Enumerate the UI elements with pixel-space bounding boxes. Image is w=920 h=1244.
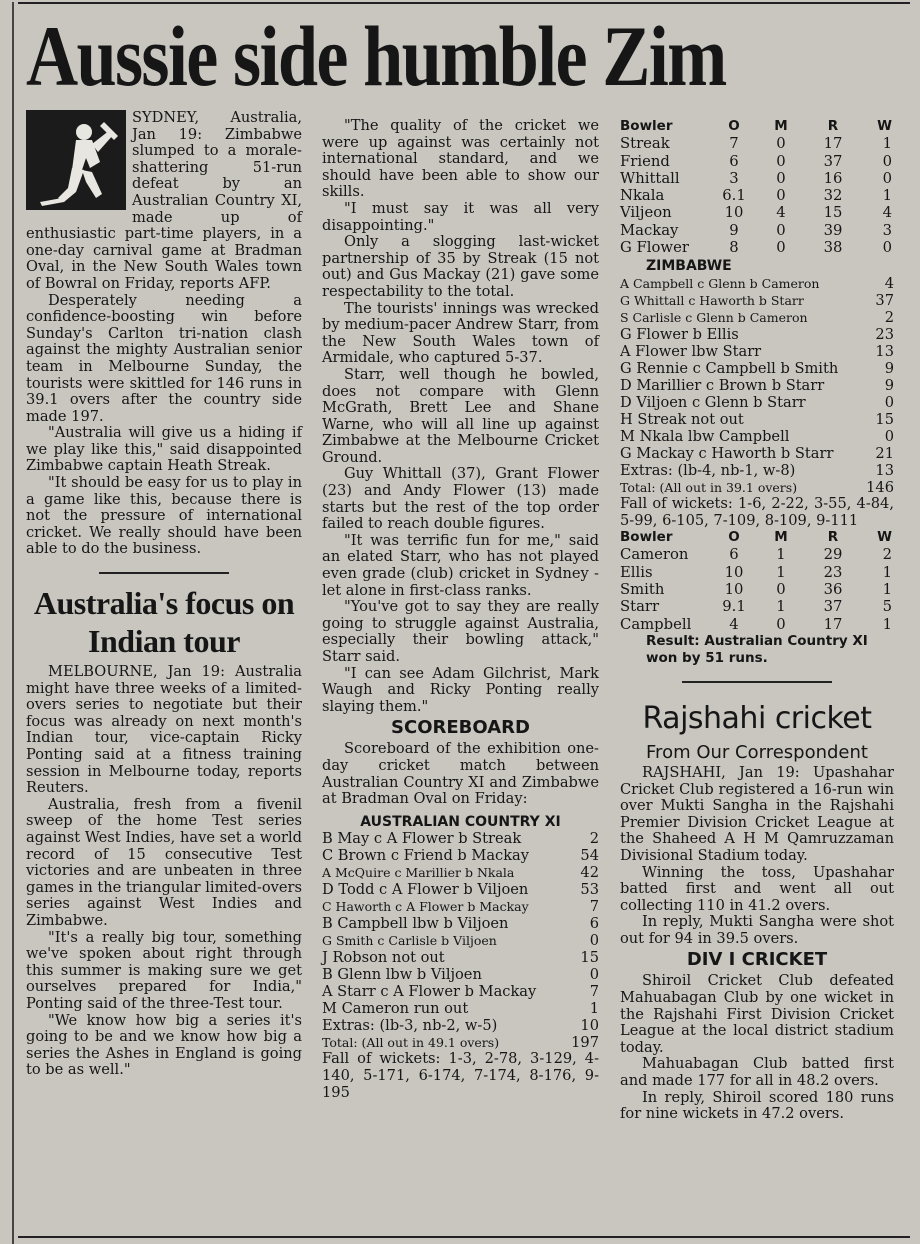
rajshahi-headline: Rajshahi cricket	[642, 700, 872, 736]
bowling-figure: 4	[882, 204, 892, 222]
batsman-entry: A Campbell c Glenn b Cameron	[620, 275, 820, 291]
bowling-figure: 37	[823, 152, 843, 170]
bowling-figure: 29	[823, 546, 843, 564]
batsman-entry: B Campbell lbw b Viljoen	[322, 915, 509, 933]
column-two	[322, 118, 599, 1101]
batsman-entry: G Rennie c Campbell b Smith	[620, 359, 839, 377]
bowling-figure: 10	[724, 563, 744, 581]
batsman-entry: H Streak not out	[620, 410, 744, 428]
runs-value: 23	[875, 325, 894, 343]
left-rule	[12, 2, 14, 1244]
batting-row	[322, 949, 599, 966]
bowling-column-header: W	[877, 529, 892, 546]
bowling-row	[620, 222, 894, 239]
batsman-icon	[26, 110, 126, 210]
bowling-column-header: W	[877, 118, 892, 134]
batting-row	[620, 309, 894, 326]
bowling-figure: 0	[882, 152, 892, 170]
bowling-column-header: M	[774, 529, 788, 546]
story-paragraph: Desperately needing a confidence-boosting win before Sunday's Carlton tri-nation clash against the mighty Australian senior team in Melbourne Sunday, the tourists were skittled for 146 runs in 39.1 overs after the country side made 197.	[26, 291, 302, 425]
bowling-figure: 6	[729, 546, 739, 564]
aus-batting-card	[322, 830, 599, 1051]
batting-row	[322, 881, 599, 898]
bowling-figure: 7	[729, 135, 739, 153]
column-one	[26, 110, 302, 1079]
bowling-column-header: O	[728, 529, 740, 546]
story-paragraph: In reply, Mukti Sangha were shot out for 94 in 39.5 overs.	[620, 913, 894, 947]
bowling-figure: 5	[882, 598, 892, 616]
runs-value: 42	[580, 864, 599, 882]
batsman-entry: A Starr c A Flower b Mackay	[322, 983, 537, 1001]
batsman-entry: G Whittall c Haworth b Starr	[620, 292, 804, 308]
story-paragraph: Starr, well though he bowled, does not compare with Glenn McGrath, Brett Lee and Shane Warne, who will all line up against Zimbabwe at the Melbourne Cricket Ground.	[322, 365, 599, 466]
bowling-row	[620, 153, 894, 170]
batting-row	[322, 847, 599, 864]
batsman-entry: G Flower b Ellis	[620, 325, 739, 343]
bowling-figure: 0	[776, 187, 786, 205]
story-paragraph: "You've got to say they are really going to struggle against Australia, especially their bowling attack," Starr said.	[322, 598, 599, 665]
story-paragraph: Mahuabagan Club batted first and made 177 for all in 48.2 overs.	[620, 1055, 894, 1090]
story-paragraph: Shiroil Cricket Club defeated Mahuabagan Club by one wicket in the Rajshahi First Division Cricket League at the local district stadium today.	[620, 972, 894, 1056]
runs-value: 37	[875, 291, 894, 309]
batting-row	[620, 360, 894, 377]
bowling-row	[620, 204, 894, 221]
story-paragraph: "It's a really big tour, something we've spoken about right through this summer is making sure we get ourselves prepared for India," Ponting said of the three-Test tour.	[26, 928, 302, 1012]
batsman-entry: M Nkala lbw Campbell	[620, 427, 790, 445]
batting-row	[620, 377, 894, 394]
bowler-name: Smith	[620, 581, 665, 599]
batsman-entry: S Carlisle c Glenn b Cameron	[620, 309, 808, 325]
batting-row	[322, 915, 599, 932]
runs-value: 1	[589, 1000, 599, 1018]
runs-value: 2	[589, 830, 599, 848]
batsman-entry: A McQuire c Marillier b Nkala	[322, 865, 515, 881]
bowling-figure: 4	[729, 615, 739, 633]
story-paragraph: "The quality of the cricket we were up against was certainly not international standard, and we should have been able to show our skills.	[322, 117, 599, 201]
bowler-name: Ellis	[620, 563, 653, 581]
second-story-headline: Australia's focus on Indian tour	[33, 585, 295, 660]
story-paragraph: MELBOURNE, Jan 19: Australia might have three weeks of a limited-overs series to negotiate but their focus was already on next month's Indian tour, vice-captain Ricky Ponting said at a fitness training session in Melbourne today, reports Reuters.	[26, 663, 302, 797]
batting-row	[620, 326, 894, 343]
bowler-name: Whittall	[620, 169, 680, 187]
batting-row	[620, 343, 894, 360]
runs-value: 2	[884, 308, 894, 326]
bowling-figure: 6	[729, 152, 739, 170]
cricketer-photo	[26, 110, 126, 210]
story-paragraph: SYDNEY, Australia, Jan 19: Zimbabwe slumped to a morale-shattering 51-run defeat by an Australian Country XI, made up of enthusiastic part-time players, in a one-day carnival game at Bradman Oval, in the New South Wales town of Bowral on Friday, reports AFP.	[26, 109, 302, 292]
batsman-entry: J Robson not out	[322, 949, 445, 967]
batting-row	[322, 864, 599, 881]
bowling-figure: 15	[823, 204, 843, 222]
bowling-figure: 17	[823, 615, 843, 633]
bowling-figure: 0	[776, 581, 786, 599]
match-result: Result: Australian Country XI won by 51 runs.	[646, 632, 868, 666]
bowling-figure: 1	[882, 615, 892, 633]
story-paragraph: In reply, Shiroil scored 180 runs for nine wickets in 47.2 overs.	[620, 1088, 894, 1123]
bowling-figure: 38	[823, 239, 843, 257]
batsman-entry: M Cameron run out	[322, 1000, 469, 1018]
bowling-column-header: O	[728, 118, 740, 134]
aus-fall-of-wickets: Fall of wickets: 1-3, 2-78, 3-129, 4-140, 5-171, 6-174, 7-174, 8-176, 9-195	[322, 1050, 599, 1101]
bowling-figure: 0	[776, 239, 786, 257]
bowling-figure: 36	[823, 581, 843, 599]
runs-value: 7	[589, 898, 599, 916]
bowler-name: Mackay	[620, 221, 679, 239]
bowling-header-row	[620, 118, 894, 135]
main-headline: Aussie side humble Zim	[26, 8, 726, 104]
bowling-header-row	[620, 529, 894, 546]
batsman-entry: G Mackay c Haworth b Starr	[620, 444, 834, 462]
bowling-row	[620, 239, 894, 256]
bowling-figure: 1	[776, 546, 786, 564]
section-divider	[99, 572, 229, 574]
batsman-entry: Total: (All out in 39.1 overs)	[620, 479, 798, 495]
bowling-column-header: M	[774, 118, 788, 134]
batting-row	[322, 932, 599, 949]
bowling-figure: 1	[882, 135, 892, 153]
bowling-figure: 32	[823, 187, 843, 205]
div-one-heading: DIV I CRICKET	[686, 949, 828, 971]
batting-row	[620, 428, 894, 445]
aus-team-heading: AUSTRALIAN COUNTRY XI	[360, 813, 561, 830]
bowling-figure: 0	[776, 135, 786, 153]
batting-row	[620, 275, 894, 292]
batsman-entry: D Todd c A Flower b Viljoen	[322, 881, 529, 899]
bowling-figure: 1	[882, 563, 892, 581]
bowler-name: Nkala	[620, 187, 665, 205]
bowling-column-header: R	[827, 529, 839, 546]
zim-team-heading: ZIMBABWE	[646, 258, 732, 275]
zim-bowling-card	[620, 529, 894, 633]
batting-row	[322, 983, 599, 1000]
runs-value: 53	[580, 881, 599, 899]
aus-bowling-card	[620, 118, 894, 256]
batsman-entry: Extras: (lb-3, nb-2, w-5)	[322, 1017, 498, 1035]
bowling-figure: 8	[729, 239, 739, 257]
runs-value: 0	[884, 427, 894, 445]
bowling-figure: 10	[724, 204, 744, 222]
batting-row	[322, 898, 599, 915]
batting-row	[322, 830, 599, 847]
story-paragraph: "It should be easy for us to play in a game like this, because there is not the pressure of international cricket. We really should have been able to do the business.	[26, 474, 302, 558]
runs-value: 146	[866, 478, 894, 496]
bowling-figure: 0	[882, 169, 892, 187]
bowling-figure: 3	[729, 169, 739, 187]
zim-batting-card	[620, 275, 894, 496]
story-paragraph: Winning the toss, Upashahar batted first and went all out collecting 110 in 41.2 overs.	[620, 863, 894, 914]
batsman-entry: A Flower lbw Starr	[620, 342, 762, 360]
story-paragraph: "I must say it was all very disappointing."	[322, 199, 599, 234]
runs-value: 54	[580, 847, 599, 865]
runs-value: 7	[589, 983, 599, 1001]
bowling-figure: 1	[882, 187, 892, 205]
bowling-figure: 2	[882, 546, 892, 564]
bowling-row	[620, 616, 894, 633]
bowling-row	[620, 187, 894, 204]
batting-row	[322, 1034, 599, 1051]
story-paragraph: Australia, fresh from a fivenil sweep of the home Test series against West Indies, have set a world record of 15 consecutive Test victories and are unbeaten in three games in the triangular limited-overs series against West Indies and Zimbabwe.	[26, 795, 302, 929]
zim-fall-of-wickets: Fall of wickets: 1-6, 2-22, 3-55, 4-84, 5-99, 6-105, 7-109, 8-109, 9-111	[620, 494, 894, 529]
batting-row	[620, 445, 894, 462]
story-paragraph: "We know how big a series it's going to be and we know how big a series the Ashes in England is going to be as well."	[26, 1011, 302, 1079]
scoreboard-title: SCOREBOARD	[391, 717, 530, 739]
bowling-figure: 16	[823, 169, 843, 187]
batsman-entry: C Haworth c A Flower b Mackay	[322, 899, 529, 915]
bowling-column-header: Bowler	[620, 529, 673, 546]
bowling-figure: 4	[776, 204, 786, 222]
runs-value: 21	[875, 444, 894, 462]
bowling-figure: 1	[776, 598, 786, 616]
batsman-entry: Extras: (lb-4, nb-1, w-8)	[620, 461, 796, 479]
bowling-figure: 0	[882, 239, 892, 257]
story-paragraph: "I can see Adam Gilchrist, Mark Waugh and Ricky Ponting really slaying them."	[322, 664, 599, 715]
batsman-entry: B May c A Flower b Streak	[322, 830, 522, 848]
bowling-figure: 37	[823, 598, 843, 616]
runs-value: 9	[884, 359, 894, 377]
batting-row	[620, 292, 894, 309]
runs-value: 9	[884, 376, 894, 394]
bowling-row	[620, 564, 894, 581]
batsman-entry: D Marillier c Brown b Starr	[620, 376, 825, 394]
bowling-row	[620, 135, 894, 152]
runs-value: 10	[580, 1017, 599, 1035]
bowling-row	[620, 546, 894, 563]
column-three	[620, 118, 894, 1123]
runs-value: 15	[875, 410, 894, 428]
rajshahi-byline: From Our Correspondent	[646, 741, 868, 763]
runs-value: 0	[589, 932, 599, 950]
bowler-name: Starr	[620, 598, 660, 616]
bowling-figure: 39	[823, 221, 843, 239]
bowling-figure: 0	[776, 615, 786, 633]
batting-row	[620, 462, 894, 479]
bowling-row	[620, 581, 894, 598]
runs-value: 6	[589, 915, 599, 933]
bowler-name: G Flower	[620, 239, 689, 257]
batting-row	[322, 1017, 599, 1034]
bowling-figure: 1	[882, 581, 892, 599]
batsman-entry: B Glenn lbw b Viljoen	[322, 966, 482, 984]
bowling-figure: 0	[776, 221, 786, 239]
bowler-name: Friend	[620, 152, 670, 170]
bowling-column-header: R	[827, 118, 839, 134]
bowler-name: Streak	[620, 135, 670, 153]
bowling-row	[620, 598, 894, 615]
runs-value: 197	[571, 1034, 599, 1052]
batting-row	[620, 411, 894, 428]
runs-value: 0	[884, 393, 894, 411]
story-paragraph: Only a slogging last-wicket partnership of 35 by Streak (15 not out) and Gus Mackay (21) gave some respectability to the total.	[322, 233, 599, 300]
bowling-figure: 3	[882, 221, 892, 239]
story-paragraph: RAJSHAHI, Jan 19: Upashahar Cricket Club registered a 16-run win over Mukti Sangha in the Rajshahi Premier Division Cricket League at the Shaheed A H M Qamruzzaman Divisional Stadium today.	[620, 763, 894, 864]
runs-value: 13	[875, 342, 894, 360]
bowling-figure: 9	[729, 221, 739, 239]
bowling-figure: 0	[776, 152, 786, 170]
bowling-figure: 17	[823, 135, 843, 153]
bowler-name: Viljeon	[620, 204, 672, 222]
runs-value: 4	[884, 274, 894, 292]
bowling-column-header: Bowler	[620, 118, 673, 134]
batting-row	[322, 966, 599, 983]
bowling-figure: 1	[776, 563, 786, 581]
bowling-figure: 23	[823, 563, 843, 581]
section-divider	[682, 681, 832, 683]
runs-value: 13	[875, 461, 894, 479]
story-paragraph: "It was terrific fun for me," said an elated Starr, who has not played even grade (club) cricket in Sydney - let alone in first-class ranks.	[322, 531, 599, 599]
bowling-figure: 10	[724, 581, 744, 599]
batsman-entry: C Brown c Friend b Mackay	[322, 847, 530, 865]
batsman-entry: D Viljoen c Glenn b Starr	[620, 393, 806, 411]
bowling-figure: 0	[776, 169, 786, 187]
bowler-name: Campbell	[620, 615, 692, 633]
top-rule	[18, 2, 910, 4]
runs-value: 0	[589, 966, 599, 984]
runs-value: 15	[580, 949, 599, 967]
batting-row	[322, 1000, 599, 1017]
bottom-rule	[18, 1236, 910, 1238]
bowling-row	[620, 170, 894, 187]
story-paragraph: Guy Whittall (37), Grant Flower (23) and Andy Flower (13) made starts but the rest of the top order failed to reach double figures.	[322, 465, 599, 533]
bowling-figure: 9.1	[722, 598, 746, 616]
batting-row	[620, 479, 894, 496]
story-paragraph: The tourists' innings was wrecked by medium-pacer Andrew Starr, from the New South Wales town of Armidale, who captured 5-37.	[322, 299, 599, 367]
scoreboard-intro: Scoreboard of the exhibition one-day cricket match between Australian Country XI and Zimbabwe at Bradman Oval on Friday:	[322, 740, 599, 808]
batsman-entry: G Smith c Carlisle b Viljoen	[322, 933, 497, 949]
batsman-entry: Total: (All out in 49.1 overs)	[322, 1035, 500, 1051]
bowling-figure: 6.1	[722, 187, 746, 205]
batting-row	[620, 394, 894, 411]
bowler-name: Cameron	[620, 546, 689, 564]
story-paragraph: "Australia will give us a hiding if we play like this," said disappointed Zimbabwe captain Heath Streak.	[26, 424, 302, 475]
